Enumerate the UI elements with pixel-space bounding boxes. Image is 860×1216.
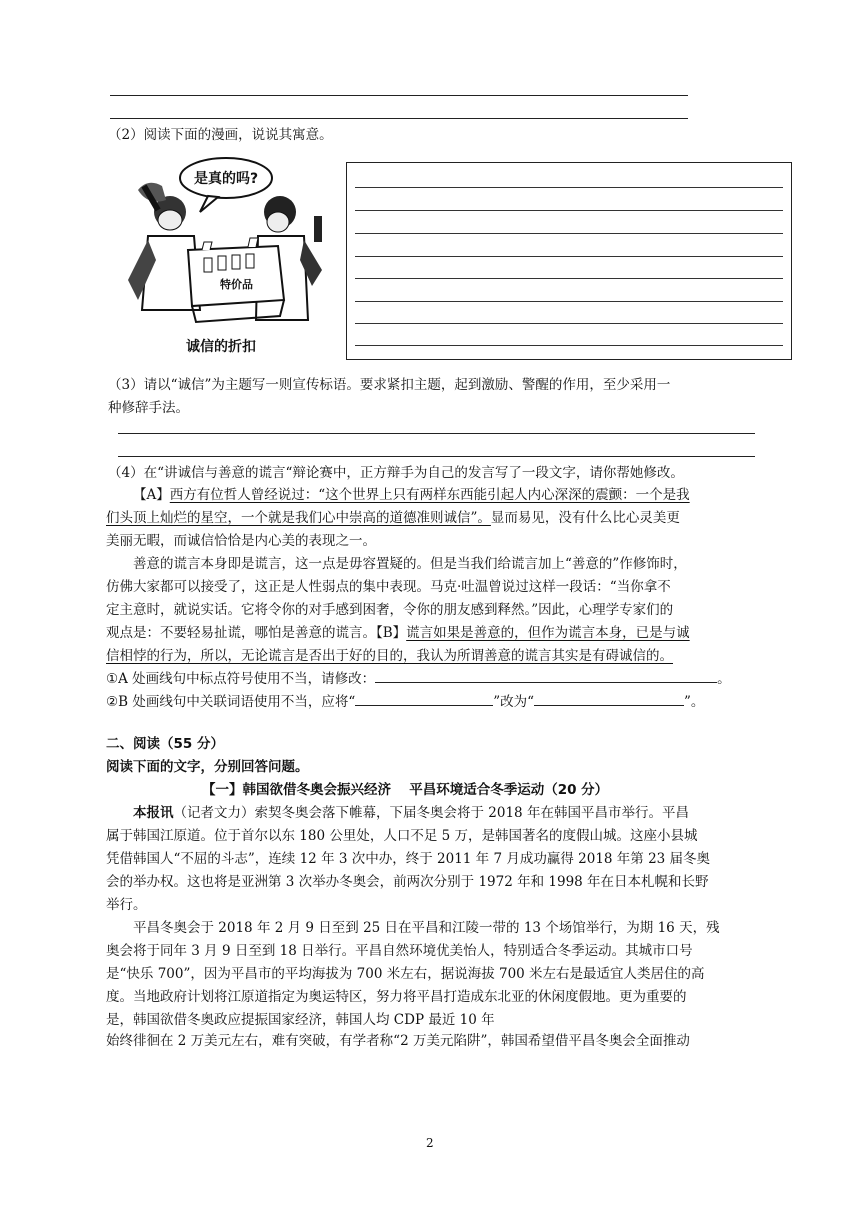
underlined-sentence-a-cont: 们头顶上灿烂的星空，一个就是我们心中崇高的道德准则诚信”。 (106, 510, 491, 526)
passage-line (106, 645, 673, 667)
comic-caption: 诚信的折扣 (186, 339, 256, 355)
article-text: （记者文力）索契冬奥会落下帷幕，下届冬奥会将于 2018 年在韩国平昌市举行。平昌 (173, 805, 689, 821)
article-line: 度。当地政府计划将江原道指定为奥运特区，努力将平昌打造成东北亚的休闲度假地。更为重要的 (106, 989, 687, 1005)
question-4-prompt: （4）在“讲诚信与善意的谎言“辩论赛中，正方辩手为自己的发言写了一段文字，请你帮她修改。 (108, 465, 684, 481)
passage-line: 仿佛大家都可以接受了，这正是人性弱点的集中表现。马克·吐温曾说过这样一段话：“当你拿不 (106, 579, 671, 595)
section-heading: 二、阅读（55 分） (106, 736, 224, 752)
article-line: 始终徘徊在 2 万美元左右，难有突破，有学者称“2 万美元陷阱”，韩国希望借平昌冬奥会全面推动 (106, 1033, 690, 1049)
article-line: 凭借韩国人“不屈的斗志”，连续 12 年 3 次中办，终于 2011 年 7 月成功赢得 2018 年第 23 届冬奥 (106, 851, 711, 867)
answer-box-line[interactable] (355, 345, 783, 346)
question-3-prompt-line2: 种修辞手法。 (108, 400, 189, 416)
section-instruction: 阅读下面的文字，分别回答问题。 (106, 759, 309, 775)
answer-box-line[interactable] (355, 301, 783, 302)
comic-box-label: 特价品 (220, 278, 253, 291)
article-line: 平昌冬奥会于 2018 年 2 月 9 日至到 25 日在平昌和江陵一带的 13 个场馆举行，为期 16 天，残 (133, 920, 720, 936)
answer-box-line[interactable] (355, 210, 783, 211)
article-line: 属于韩国江原道。位于首尔以东 180 公里处，人口不足 5 万，是韩国著名的度假山城。这座小县城 (106, 828, 698, 844)
answer-blank-b1[interactable] (355, 691, 493, 706)
page-number: 2 (426, 1136, 434, 1150)
article-line: 奥会将于同年 3 月 9 日至到 18 日举行。平昌自然环境优美怡人，特别适合冬季运动。其城市口号 (106, 943, 693, 959)
sub-question-b-mid: ”改为“ (493, 694, 535, 710)
answer-box-line[interactable] (355, 187, 783, 188)
answer-blank-a[interactable] (375, 668, 717, 683)
tag-a: 【A】 (133, 487, 170, 503)
passage-line: 美丽无暇，而诚信恰恰是内心美的表现之一。 (106, 533, 376, 549)
article-title: 【一】韩国欲借冬奥会振兴经济 平昌环境适合冬季运动（20 分） (202, 782, 609, 798)
answer-blank-b2[interactable] (534, 691, 684, 706)
article-lead: 本报讯 (133, 805, 174, 821)
sub-question-b-end: ”。 (684, 694, 705, 710)
question-2-prompt: （2）阅读下面的漫画，说说其寓意。 (108, 127, 333, 143)
sub-question-b-text: ②B 处画线句中关联词语使用不当，应将“ (106, 694, 356, 710)
underlined-sentence-a: 西方有位哲人曾经说过：“这个世界上只有两样东西能引起人内心深深的震颤：一个是我 (169, 487, 690, 503)
answer-box-line[interactable] (355, 256, 783, 257)
article-line (133, 802, 689, 824)
answer-line[interactable] (118, 433, 755, 434)
sub-question-a-end: 。 (717, 671, 731, 687)
article-line: 会的举办权。这也将是亚洲第 3 次举办冬奥会，前两次分别于 1972 年和 1998 年在日本札幌和长野 (106, 874, 709, 890)
comic-illustration (108, 150, 340, 362)
passage-text: 显而易见，没有什么比心灵美更 (490, 510, 680, 526)
article-line: 是“快乐 700”，因为平昌市的平均海拔为 700 米左右，据说海拔 700 米左右是最适宜人类居住的高 (106, 966, 705, 982)
passage-line (106, 622, 690, 644)
passage-line (106, 507, 680, 529)
answer-line[interactable] (118, 456, 755, 457)
sub-question-b (106, 691, 704, 713)
answer-box-line[interactable] (355, 278, 783, 279)
sub-question-a-text: ①A 处画线句中标点符号使用不当，请修改： (106, 671, 376, 687)
answer-box-line[interactable] (355, 323, 783, 324)
answer-line[interactable] (110, 95, 688, 96)
answer-box[interactable] (346, 162, 792, 360)
comic-bubble-text: 是真的吗? (194, 171, 259, 187)
question-3-prompt-line1: （3）请以“诚信”为主题写一则宣传标语。要求紧扣主题，起到激励、警醒的作用，至少采用一 (108, 377, 671, 393)
passage-text: 观点是：不要轻易扯谎，哪怕是善意的谎言。 (106, 625, 376, 641)
sub-question-a (106, 668, 731, 690)
passage-line: 定主意时，就说实话。它将令你的对手感到困奢，令你的朋友感到释然。”因此，心理学专家们的 (106, 602, 674, 618)
article-line: 是，韩国欲借冬奥政应提振国家经济，韩国人均 CDP 最近 10 年 (106, 1012, 495, 1028)
passage-line (133, 484, 690, 506)
underlined-sentence-b: 谎言如果是善意的，但作为谎言本身，已是与诚 (406, 625, 690, 641)
underlined-sentence-b-cont: 信相悖的行为，所以，无论谎言是否出于好的目的，我认为所谓善意的谎言其实是有碍诚信的。 (106, 648, 673, 664)
passage-line: 善意的谎言本身即是谎言，这一点是毋容置疑的。但是当我们给谎言加上“善意的”作修饰时， (133, 556, 687, 572)
tag-b: 【B】 (376, 625, 407, 641)
answer-box-line[interactable] (355, 233, 783, 234)
answer-line[interactable] (110, 118, 688, 119)
article-line: 举行。 (106, 897, 147, 913)
